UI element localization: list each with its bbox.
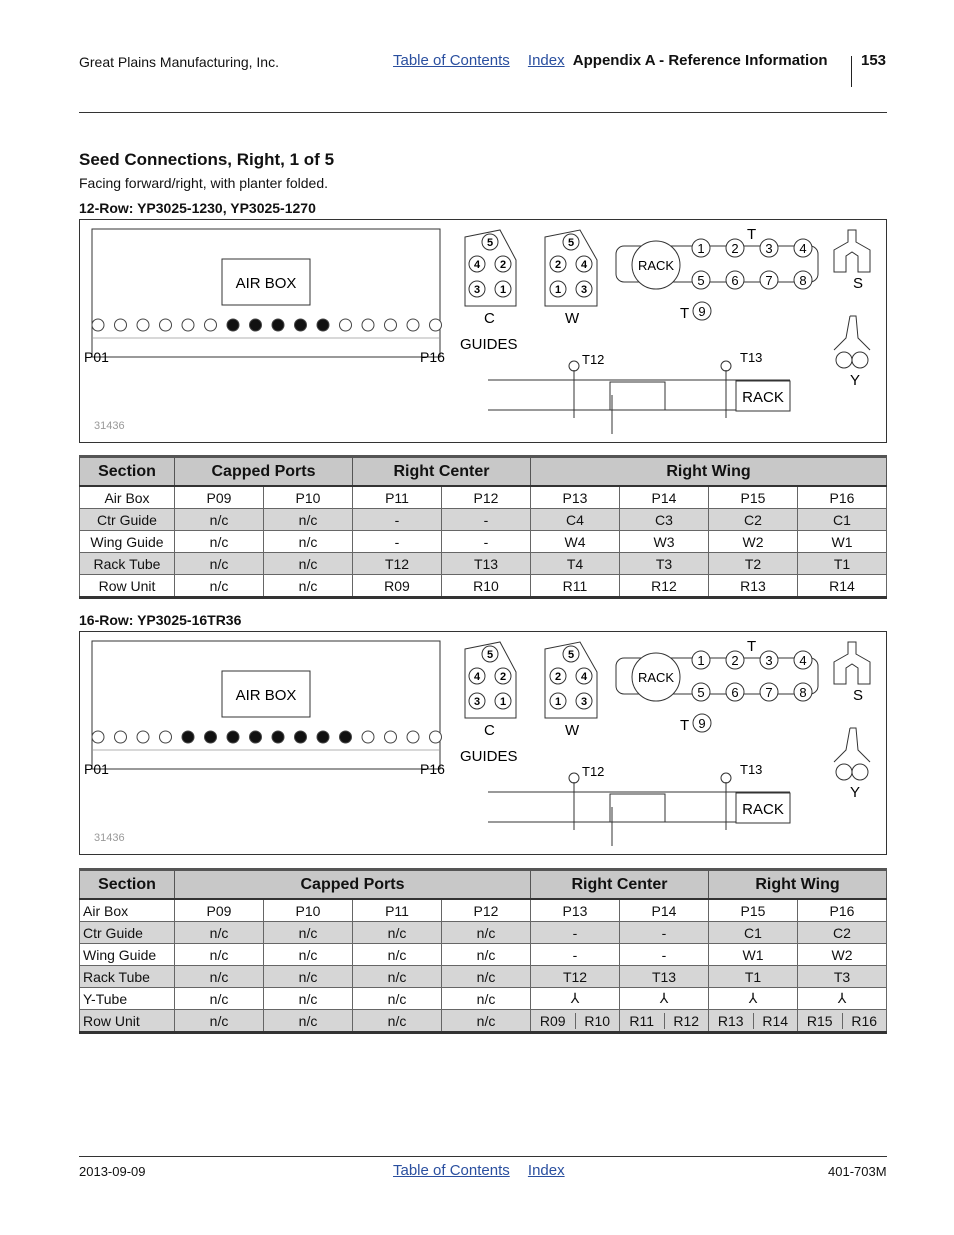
row-unit-id: R16 xyxy=(851,1012,878,1029)
table-cell: n/c xyxy=(264,922,353,944)
port-number: 6 xyxy=(731,273,739,288)
table-cell: n/c xyxy=(442,922,531,944)
split-cell xyxy=(709,1010,798,1033)
table-cell: P12 xyxy=(442,486,531,509)
footer-nav xyxy=(393,1162,579,1179)
t12-label: T12 xyxy=(582,764,605,779)
header-rule xyxy=(79,112,887,113)
row-unit-id: R09 xyxy=(531,1013,576,1029)
table-cell: n/c xyxy=(264,531,353,553)
table-cell: n/c xyxy=(353,922,442,944)
table-cell: R09 xyxy=(353,575,442,598)
s-label: S xyxy=(853,275,864,292)
port-label-p16: P16 xyxy=(420,349,445,365)
y-tube-outlet xyxy=(836,352,852,368)
port-number: 2 xyxy=(554,671,562,683)
model-16row: 16-Row: YP3025-16TR36 xyxy=(79,612,242,628)
table-cell: n/c xyxy=(175,966,264,988)
model-12row: 12-Row: YP3025-1230, YP3025-1270 xyxy=(79,200,316,216)
footer-rule xyxy=(79,1156,887,1157)
table-cell: R12 xyxy=(620,575,709,598)
header-right-wing: Right Wing xyxy=(531,457,887,487)
table-cell: n/c xyxy=(264,553,353,575)
table-cell: T12 xyxy=(531,966,620,988)
y-tube-outlet xyxy=(836,764,852,780)
table-cell: W3 xyxy=(620,531,709,553)
table-cell: n/c xyxy=(264,509,353,531)
port-number: 1 xyxy=(697,241,705,256)
port-label-p16: P16 xyxy=(420,761,445,777)
port-number: 5 xyxy=(567,237,575,249)
table-cell: C1 xyxy=(798,509,887,531)
table-cell: - xyxy=(620,922,709,944)
port-number: 9 xyxy=(698,304,706,319)
air-box-port xyxy=(317,319,329,331)
row-unit-id: R13 xyxy=(709,1013,754,1029)
table-row xyxy=(80,922,887,944)
rack-label: RACK xyxy=(637,258,675,273)
port-number: 1 xyxy=(554,696,562,708)
air-box-port xyxy=(295,319,307,331)
table-cell: n/c xyxy=(442,1010,531,1033)
table-cell: T13 xyxy=(620,966,709,988)
air-box-port xyxy=(137,731,149,743)
row-label: Ctr Guide xyxy=(80,922,175,944)
split-cell xyxy=(531,1010,620,1033)
wing-guide-label: W xyxy=(565,722,580,739)
t12-clamp xyxy=(569,773,579,783)
table-cell: n/c xyxy=(175,553,264,575)
table-cell: n/c xyxy=(264,944,353,966)
table-cell: - xyxy=(442,509,531,531)
table-cell: n/c xyxy=(353,944,442,966)
row-unit-id: R11 xyxy=(620,1013,665,1029)
row-label: Air Box xyxy=(80,486,175,509)
table-cell: W2 xyxy=(709,531,798,553)
air-box-port xyxy=(250,319,262,331)
row-label: Rack Tube xyxy=(80,966,175,988)
table-row xyxy=(80,575,887,598)
table-cell: n/c xyxy=(353,1010,442,1033)
appendix-title: Appendix A - Reference Information xyxy=(572,52,828,69)
table-row xyxy=(80,944,887,966)
table-cell: n/c xyxy=(264,966,353,988)
section-title: Seed Connections, Right, 1 of 5 xyxy=(79,150,335,169)
toc-link[interactable]: Table of Contents xyxy=(393,52,510,69)
air-box-port xyxy=(115,731,127,743)
table-cell: W2 xyxy=(798,944,887,966)
port-number: 8 xyxy=(799,273,807,288)
port-number: 5 xyxy=(486,649,494,661)
table-cell: W4 xyxy=(531,531,620,553)
air-box-port xyxy=(92,319,104,331)
diagram-12row xyxy=(79,219,887,443)
table-cell: P15 xyxy=(709,486,798,509)
air-box-port xyxy=(362,731,374,743)
table-cell: P10 xyxy=(264,899,353,922)
port-number: 2 xyxy=(499,671,507,683)
table-row xyxy=(80,966,887,988)
port-number: 3 xyxy=(473,284,481,296)
rack-box-label: RACK xyxy=(742,389,784,406)
table-cell: P11 xyxy=(353,486,442,509)
header-divider xyxy=(851,56,852,87)
table-cell: P09 xyxy=(175,486,264,509)
row-label: Row Unit xyxy=(80,575,175,598)
t13-label: T13 xyxy=(740,762,763,777)
air-box-port xyxy=(182,731,194,743)
table-cell: - xyxy=(442,531,531,553)
table-cell: n/c xyxy=(175,509,264,531)
port-number: 4 xyxy=(580,671,588,683)
port-number: 1 xyxy=(554,284,562,296)
table-16row xyxy=(79,868,887,1034)
table-cell: T3 xyxy=(798,966,887,988)
table-row xyxy=(80,988,887,1010)
y-label: Y xyxy=(850,784,861,801)
table-cell: C1 xyxy=(709,922,798,944)
split-pair xyxy=(798,1013,886,1029)
port-number: 4 xyxy=(799,241,807,256)
air-box-label: AIR BOX xyxy=(235,687,297,704)
port-number: 4 xyxy=(799,653,807,668)
table-cell: n/c xyxy=(175,944,264,966)
split-pair xyxy=(620,1013,708,1029)
air-box-port xyxy=(295,731,307,743)
air-box-port xyxy=(272,731,284,743)
row-label: Rack Tube xyxy=(80,553,175,575)
port-number: 7 xyxy=(765,685,773,700)
table-cell: n/c xyxy=(264,1010,353,1033)
port-number: 5 xyxy=(567,649,575,661)
row-unit-id: R14 xyxy=(762,1012,789,1029)
port-number: 2 xyxy=(731,653,739,668)
y-label: Y xyxy=(850,372,861,389)
air-box-port xyxy=(182,319,194,331)
table-cell: ⅄ xyxy=(531,988,620,1010)
s-connector-icon xyxy=(834,230,870,272)
port-number: 3 xyxy=(580,696,588,708)
diagram-16row xyxy=(79,631,887,855)
header-capped: Capped Ports xyxy=(175,870,531,900)
y-tube-outlet xyxy=(852,764,868,780)
t9-label: T xyxy=(680,717,690,734)
table-12row xyxy=(79,455,887,599)
air-box-port xyxy=(407,319,419,331)
air-box-port xyxy=(227,731,239,743)
port-number: 5 xyxy=(697,685,705,700)
air-box-port xyxy=(272,319,284,331)
table-cell: n/c xyxy=(442,944,531,966)
air-box-label: AIR BOX xyxy=(235,275,297,292)
table-cell: P13 xyxy=(531,486,620,509)
port-number: 5 xyxy=(486,237,494,249)
table-cell: - xyxy=(353,509,442,531)
table-cell: T1 xyxy=(709,966,798,988)
port-label-p01: P01 xyxy=(84,761,109,777)
port-number: 2 xyxy=(499,259,507,271)
table-cell: P15 xyxy=(709,899,798,922)
port-number: 6 xyxy=(731,685,739,700)
table-cell: R14 xyxy=(798,575,887,598)
table-row xyxy=(80,486,887,509)
t13-clamp xyxy=(721,361,731,371)
air-box-port xyxy=(115,319,127,331)
rack-t-label: T xyxy=(747,226,757,243)
port-number: 4 xyxy=(473,259,481,271)
table-cell: n/c xyxy=(264,575,353,598)
table-row xyxy=(80,1010,887,1033)
table-cell: W1 xyxy=(798,531,887,553)
table-cell: ⅄ xyxy=(709,988,798,1010)
row-label: Wing Guide xyxy=(80,531,175,553)
row-unit-id: R15 xyxy=(798,1013,843,1029)
split-pair xyxy=(709,1013,797,1029)
row-label: Row Unit xyxy=(80,1010,175,1033)
table-cell: n/c xyxy=(175,922,264,944)
port-number: 3 xyxy=(580,284,588,296)
table-cell: - xyxy=(353,531,442,553)
row-unit-id: R10 xyxy=(584,1012,611,1029)
s-label: S xyxy=(853,687,864,704)
table-cell: P10 xyxy=(264,486,353,509)
table-cell: n/c xyxy=(442,966,531,988)
air-box-port xyxy=(160,319,172,331)
t12-label: T12 xyxy=(582,352,605,367)
table-cell: - xyxy=(531,944,620,966)
rack-box-label: RACK xyxy=(742,801,784,818)
air-box-port xyxy=(407,731,419,743)
table-cell: n/c xyxy=(264,988,353,1010)
t13-clamp xyxy=(721,773,731,783)
table-cell: C3 xyxy=(620,509,709,531)
port-number: 4 xyxy=(580,259,588,271)
footer-index-link[interactable]: Index xyxy=(527,1162,565,1179)
port-number: 2 xyxy=(731,241,739,256)
table-cell: P14 xyxy=(620,899,709,922)
table-cell: n/c xyxy=(353,988,442,1010)
table-cell: R11 xyxy=(531,575,620,598)
wing-guide-label: W xyxy=(565,310,580,327)
port-number: 1 xyxy=(697,653,705,668)
footer-toc-link[interactable]: Table of Contents xyxy=(393,1162,510,1179)
split-pair xyxy=(531,1013,619,1029)
split-cell xyxy=(798,1010,887,1033)
table-cell: P12 xyxy=(442,899,531,922)
page-number: 153 xyxy=(861,52,887,69)
center-guide-label: C xyxy=(484,722,495,739)
section-subtitle: Facing forward/right, with planter folded. xyxy=(79,175,329,191)
table-cell: T1 xyxy=(798,553,887,575)
s-connector-icon xyxy=(834,642,870,684)
port-number: 7 xyxy=(765,273,773,288)
rack-tube-coupler xyxy=(610,794,665,822)
port-number: 1 xyxy=(499,284,507,296)
port-number: 4 xyxy=(473,671,481,683)
air-box-port xyxy=(340,319,352,331)
header-right-center: Right Center xyxy=(531,870,709,900)
air-box-port xyxy=(385,319,397,331)
table-header-row xyxy=(80,457,887,487)
t12-clamp xyxy=(569,361,579,371)
table-cell: P14 xyxy=(620,486,709,509)
port-number: 9 xyxy=(698,716,706,731)
air-box-port xyxy=(430,731,442,743)
header-right-wing: Right Wing xyxy=(709,870,887,900)
table-cell: n/c xyxy=(175,988,264,1010)
table-row xyxy=(80,899,887,922)
footer-date: 2013-09-09 xyxy=(79,1164,146,1179)
split-cell xyxy=(620,1010,709,1033)
table-cell: P16 xyxy=(798,486,887,509)
table-cell: P13 xyxy=(531,899,620,922)
row-label: Air Box xyxy=(80,899,175,922)
footer-doc-number: 401-703M xyxy=(828,1164,887,1179)
air-box-port xyxy=(205,319,217,331)
table-row xyxy=(80,553,887,575)
table-cell: n/c xyxy=(353,966,442,988)
table-cell: T3 xyxy=(620,553,709,575)
guides-label: GUIDES xyxy=(460,748,518,765)
table-cell: n/c xyxy=(175,575,264,598)
header-right-center: Right Center xyxy=(353,457,531,487)
rack-label: RACK xyxy=(637,670,675,685)
port-number: 1 xyxy=(499,696,507,708)
rack-t-label: T xyxy=(747,638,757,655)
table-cell: T12 xyxy=(353,553,442,575)
air-box-port xyxy=(250,731,262,743)
port-number: 3 xyxy=(765,241,773,256)
table-cell: - xyxy=(620,944,709,966)
table-cell: ⅄ xyxy=(798,988,887,1010)
port-number: 2 xyxy=(554,259,562,271)
port-label-p01: P01 xyxy=(84,349,109,365)
air-box-port xyxy=(362,319,374,331)
header-section: Section xyxy=(80,870,175,900)
company-name: Great Plains Manufacturing, Inc. xyxy=(79,54,279,70)
table-cell: P11 xyxy=(353,899,442,922)
center-guide-label: C xyxy=(484,310,495,327)
index-link[interactable]: Index xyxy=(527,52,565,69)
table-cell: T13 xyxy=(442,553,531,575)
air-box-port xyxy=(227,319,239,331)
table-cell: n/c xyxy=(175,531,264,553)
port-number: 3 xyxy=(473,696,481,708)
port-number: 5 xyxy=(697,273,705,288)
table-cell: W1 xyxy=(709,944,798,966)
table-cell: - xyxy=(531,922,620,944)
rack-tube-coupler xyxy=(610,382,665,410)
air-box-port xyxy=(430,319,442,331)
y-tube-icon xyxy=(834,316,870,350)
table-header-row xyxy=(80,870,887,900)
table-row xyxy=(80,509,887,531)
header-capped: Capped Ports xyxy=(175,457,353,487)
table-cell: n/c xyxy=(175,1010,264,1033)
air-box-port xyxy=(385,731,397,743)
air-box-port xyxy=(92,731,104,743)
table-cell: T2 xyxy=(709,553,798,575)
table-row xyxy=(80,531,887,553)
y-tube-outlet xyxy=(852,352,868,368)
figure-number: 31436 xyxy=(94,420,125,432)
table-cell: n/c xyxy=(442,988,531,1010)
guides-label: GUIDES xyxy=(460,336,518,353)
air-box-port xyxy=(160,731,172,743)
table-cell: T4 xyxy=(531,553,620,575)
air-box-port xyxy=(340,731,352,743)
table-cell: R10 xyxy=(442,575,531,598)
air-box-port xyxy=(205,731,217,743)
header-section: Section xyxy=(80,457,175,487)
header-nav xyxy=(393,52,828,69)
t9-label: T xyxy=(680,305,690,322)
port-number: 3 xyxy=(765,653,773,668)
table-cell: C4 xyxy=(531,509,620,531)
table-cell: ⅄ xyxy=(620,988,709,1010)
row-label: Ctr Guide xyxy=(80,509,175,531)
row-label: Wing Guide xyxy=(80,944,175,966)
row-unit-id: R12 xyxy=(673,1012,700,1029)
air-box-port xyxy=(137,319,149,331)
figure-number: 31436 xyxy=(94,832,125,844)
row-label: Y-Tube xyxy=(80,988,175,1010)
table-cell: P09 xyxy=(175,899,264,922)
table-cell: P16 xyxy=(798,899,887,922)
table-cell: C2 xyxy=(798,922,887,944)
t13-label: T13 xyxy=(740,350,763,365)
table-cell: R13 xyxy=(709,575,798,598)
table-cell: C2 xyxy=(709,509,798,531)
port-number: 8 xyxy=(799,685,807,700)
air-box-port xyxy=(317,731,329,743)
y-tube-icon xyxy=(834,728,870,762)
